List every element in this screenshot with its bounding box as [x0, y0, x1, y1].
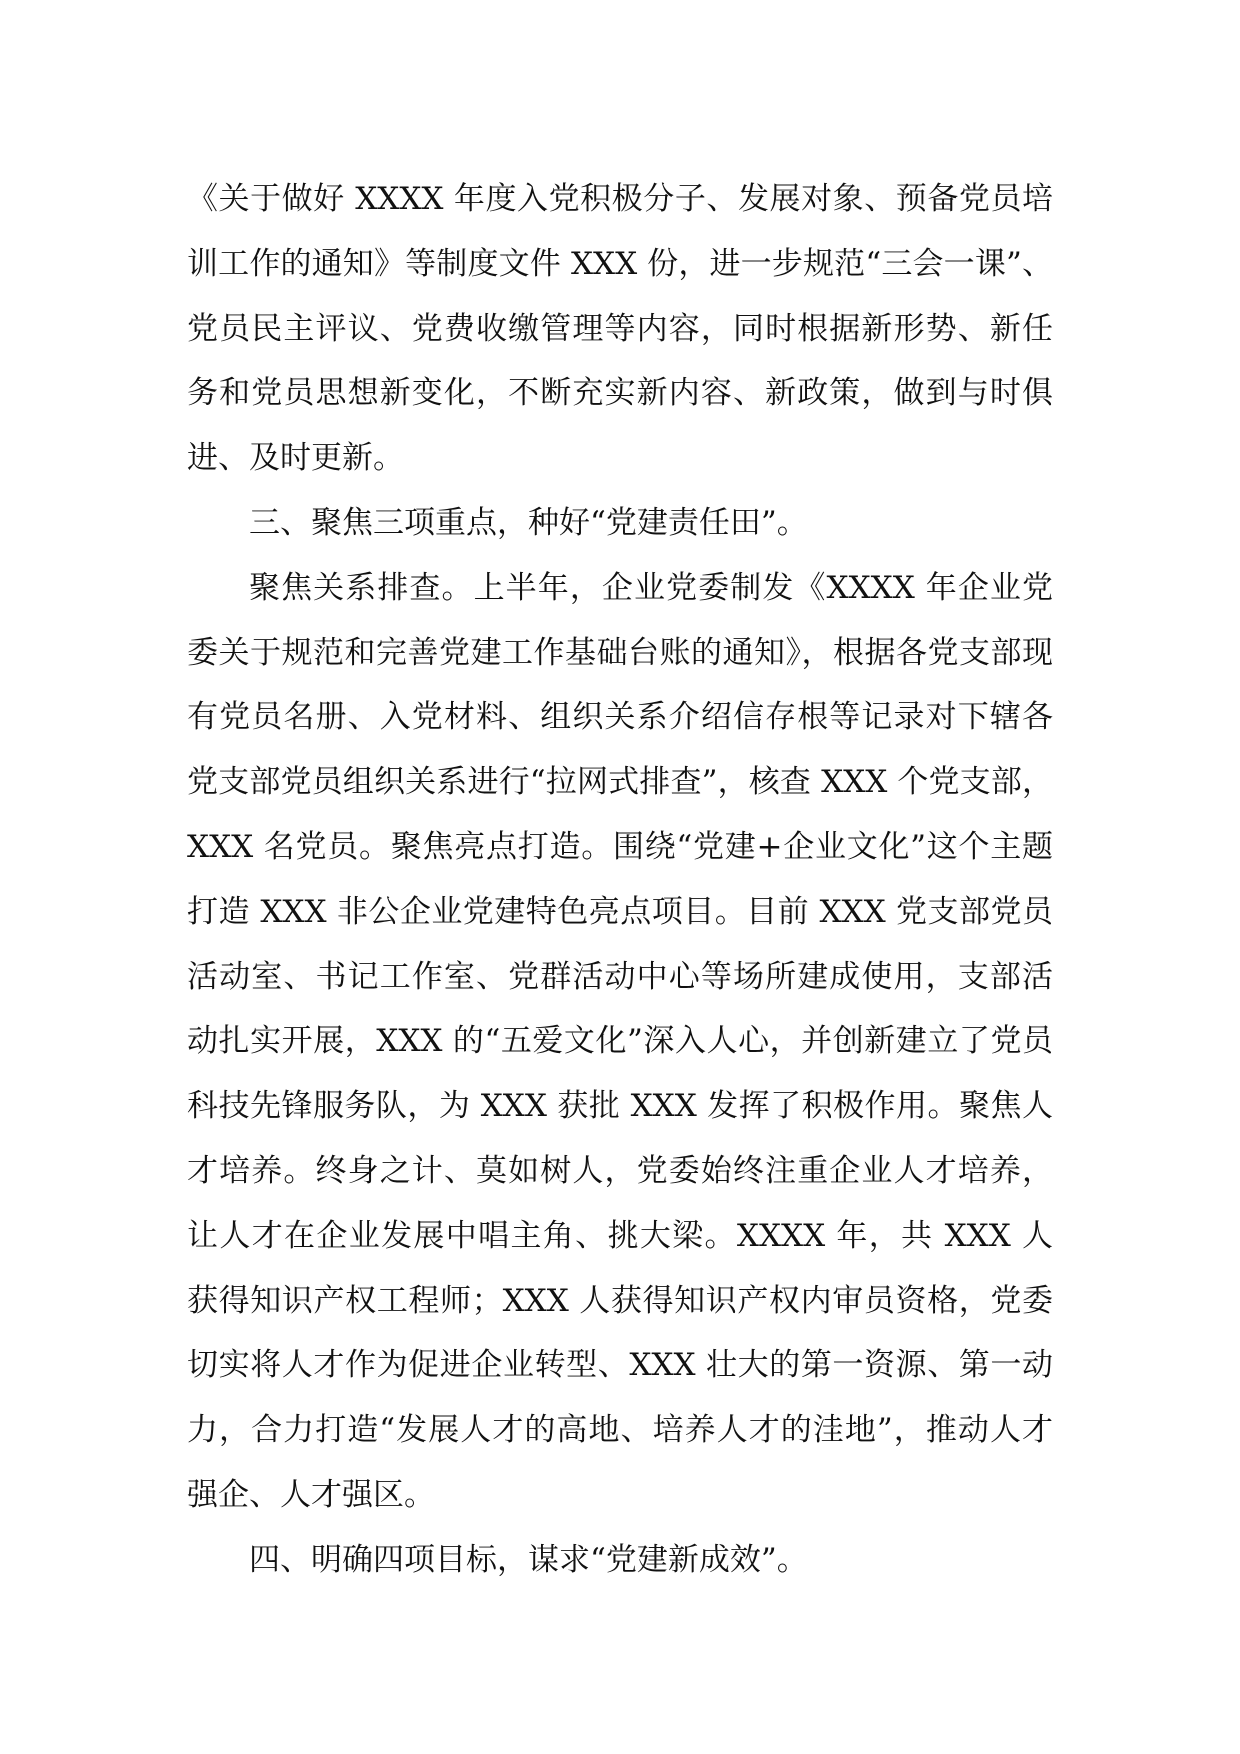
document-body [187, 167, 1053, 1593]
paragraph-three-focus-points: 聚焦关系排查。上半年，企业党委制发《XXXX 年企业党委关于规范和完善党建工作基础台账的通知》，根据各党支部现有党员名册、入党材料、组织关系介绍信存根等记录对下辖各党支部党员组织关系进行“拉网式排查”，核查 XXX 个党支部，XXX 名党员。聚焦亮点打造。围绕“党建+企业文化”这个主题打造 XXX 非公企业党建特色亮点项目。目前 XXX 党支部党员活动室、书记工作室、党群活动中心等场所建成使用，支部活动扎实开展，XXX 的“五爱文化”深入人心，并创新建立了党员科技先锋服务队，为 XXX 获批 XXX 发挥了积极作用。聚焦人才培养。终身之计、莫如树人，党委始终注重企业人才培养，让人才在企业发展中唱主角、挑大梁。XXXX 年，共 XXX 人获得知识产权工程师；XXX 人获得知识产权内审员资格，党委切实将人才作为促进企业转型、XXX 壮大的第一资源、第一动力，合力打造“发展人才的高地、培养人才的洼地”，推动人才强企、人才强区。 [187, 569, 1053, 1513]
section-heading-four: 四、明确四项目标，谋求“党建新成效”。 [249, 1541, 808, 1578]
paragraph-intro-continuation: 《关于做好 XXXX 年度入党积极分子、发展对象、预备党员培训工作的通知》等制度文件 XXX 份，进一步规范“三会一课”、党员民主评议、党费收缴管理等内容，同时根据新形势、新任务和党员思想新变化，不断充实新内容、新政策，做到与时俱进、及时更新。 [187, 181, 1053, 477]
section-heading-three: 三、聚焦三项重点，种好“党建责任田”。 [249, 504, 808, 541]
